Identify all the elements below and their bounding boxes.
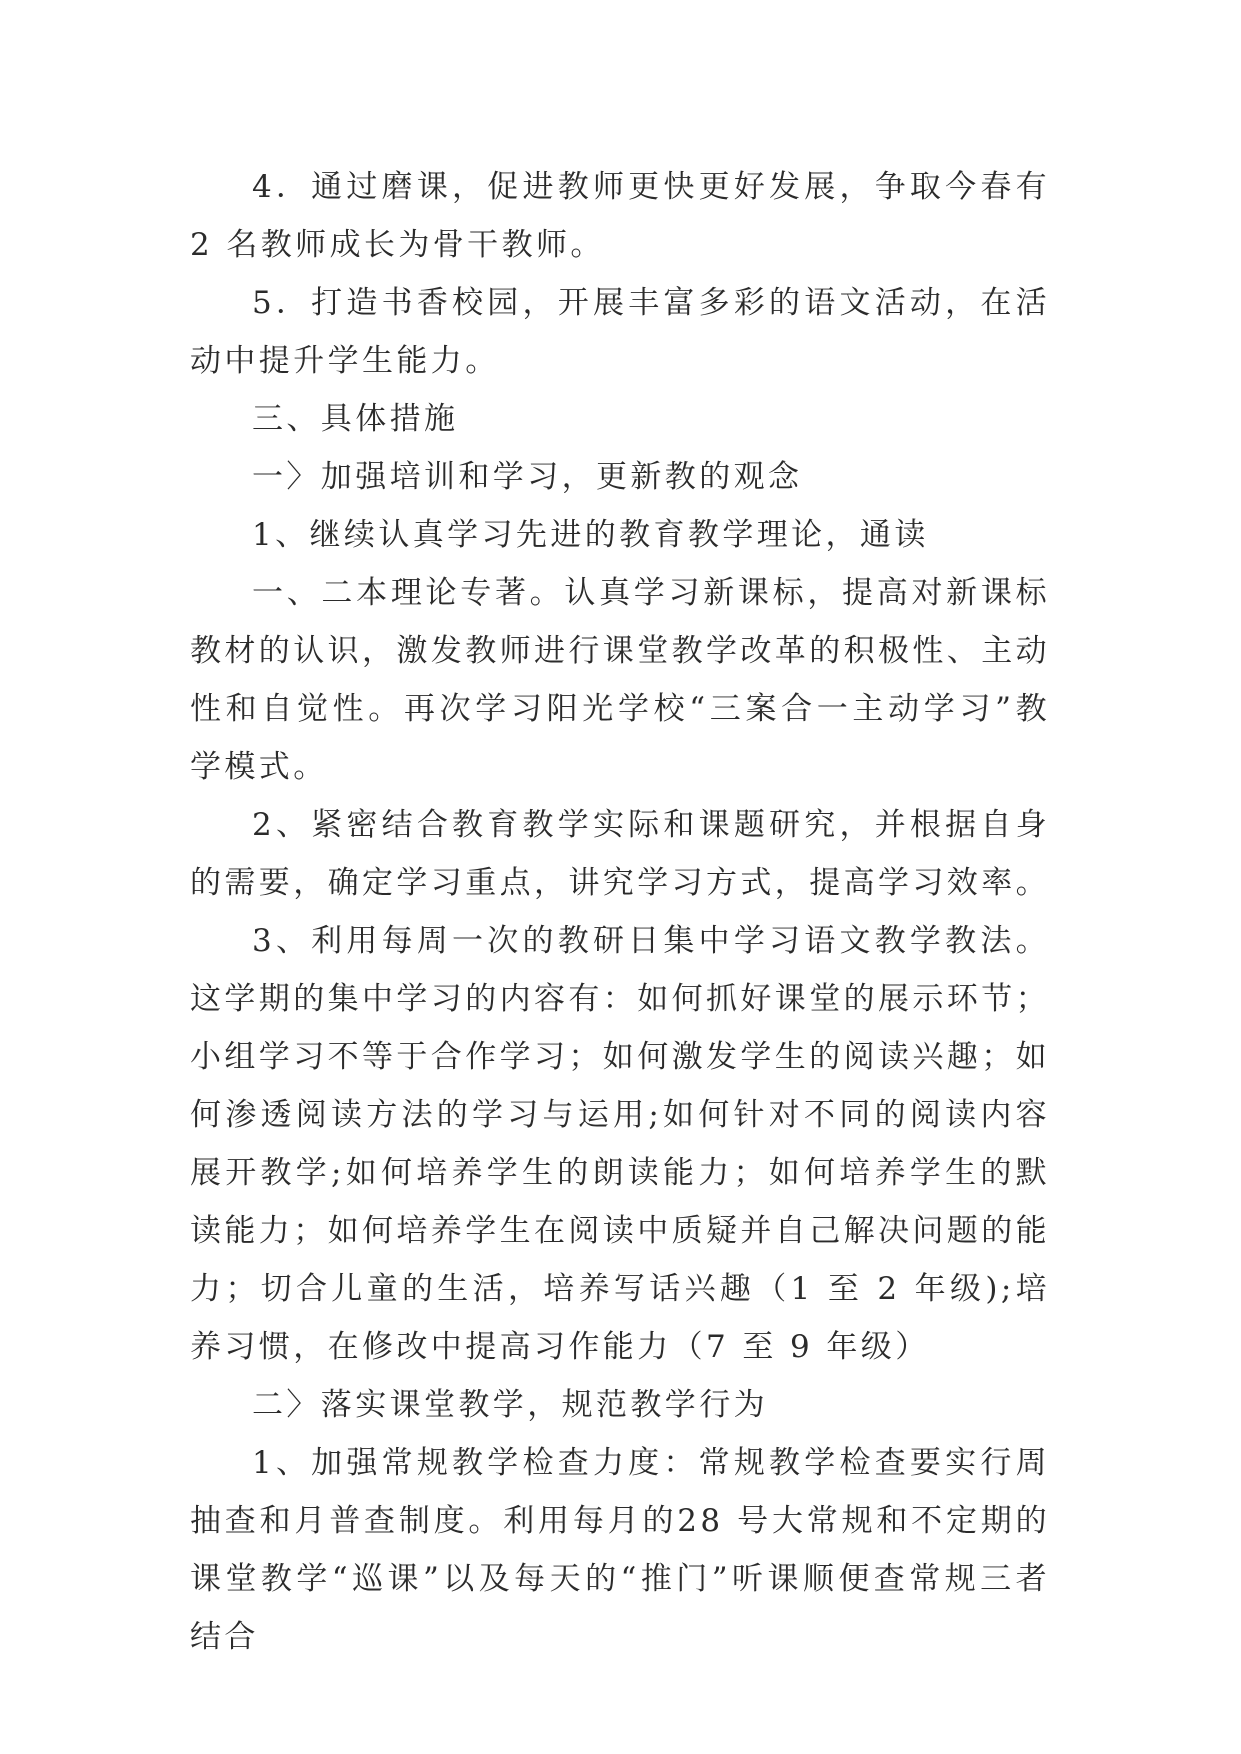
document-body (190, 158, 1050, 1666)
subsection-heading-classroom: 二〉落实课堂教学，规范教学行为 (252, 1387, 768, 1423)
measure-item-1-continued: 一、二本理论专著。认真学习新课标，提高对新课标教材的认识，激发教师进行课堂教学改革的积极性、主动性和自觉性。再次学习阳光学校“三案合一主动学习”教学模式。 (190, 575, 1050, 785)
measure-item-3: 3、利用每周一次的教研日集中学习语文教学教法。这学期的集中学习的内容有：如何抓好课堂的展示环节；小组学习不等于合作学习；如何激发学生的阅读兴趣；如何渗透阅读方法的学习与运用;如何针对不同的阅读内容展开教学;如何培养学生的朗读能力；如何培养学生的默读能力；如何培养学生在阅读中质疑并自己解决问题的能力；切合儿童的生活，培养写话兴趣（1 至 2 年级);培养习惯，在修改中提高习作能力（7 至 9 年级） (190, 923, 1050, 1365)
measure-item-1: 1、继续认真学习先进的教育教学理论，通读 (252, 517, 929, 553)
goal-item-4: 4．通过磨课，促进教师更快更好发展，争取今春有 2 名教师成长为骨干教师。 (190, 169, 1050, 263)
subsection-heading-training: 一〉加强培训和学习，更新教的观念 (252, 459, 803, 495)
goal-item-5: 5．打造书香校园，开展丰富多彩的语文活动，在活动中提升学生能力。 (190, 285, 1050, 379)
section-heading-measures: 三、具体措施 (252, 401, 459, 437)
classroom-item-1: 1、加强常规教学检查力度：常规教学检查要实行周抽查和月普查制度。利用每月的28 号大常规和不定期的课堂教学“巡课”以及每天的“推门”听课顺便查常规三者结合 (190, 1445, 1050, 1655)
measure-item-2: 2、紧密结合教育教学实际和课题研究，并根据自身的需要，确定学习重点，讲究学习方式，提高学习效率。 (190, 807, 1050, 901)
